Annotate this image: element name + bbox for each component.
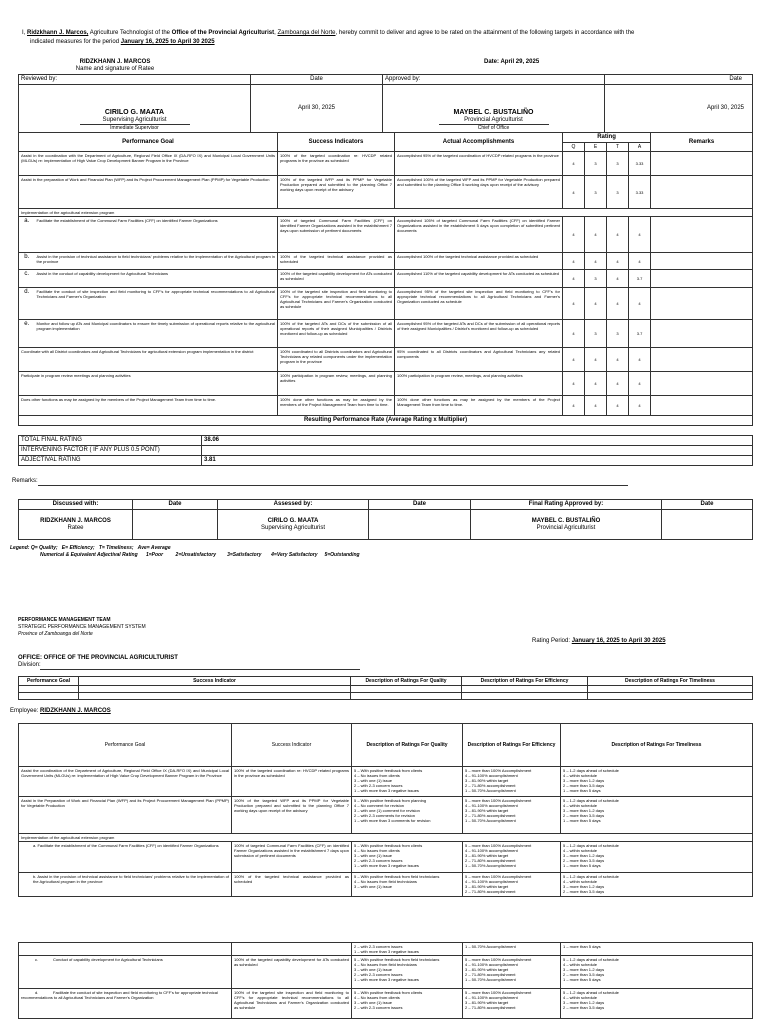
table-row xyxy=(19,320,753,348)
row-t: 4 xyxy=(607,372,629,396)
remarks-line xyxy=(38,485,628,486)
desc-label: d. xyxy=(35,990,39,995)
pmt-header-quality: Description of Ratings For Quality xyxy=(351,677,462,686)
header-goal: Performance Goal xyxy=(19,133,278,152)
reviewed-by-label: Reviewed by: xyxy=(19,75,251,85)
employee-name: RIDZKHANN J. MARCOS xyxy=(40,708,111,714)
row-remarks xyxy=(651,320,753,348)
row-e: 4 xyxy=(585,372,607,396)
row-indicator: 100% of the targeted site inspection and field monitoring to CFF's for appropriate technical recommendations to all Agricultural Technicians and Farmer's Organization conducted as schedule xyxy=(278,288,395,320)
final-sign xyxy=(471,510,662,540)
final-header: Final Rating Approved by: xyxy=(471,500,662,510)
row-indicator: 100% of the targeted technical assistance provided as scheduled xyxy=(278,253,395,270)
desc-efficiency: 5 – more than 100% Accomplishment 4 – 91-100% accomplishment 3 – 81-90% within target 2 – 71-80% accomplishment xyxy=(463,989,561,1019)
office-label: OFFICE: OFFICE OF THE PROVINCIAL AGRICULTURIST xyxy=(18,655,178,661)
ratee-date-value: April 29, 2025 xyxy=(500,59,540,65)
assessor-sign xyxy=(218,510,369,540)
row-label: d. xyxy=(19,288,35,320)
row-remarks xyxy=(651,270,753,288)
row-a: 3.33 xyxy=(629,176,651,209)
reviewer-block xyxy=(19,85,251,133)
pmt-header-efficiency: Description of Ratings For Efficiency xyxy=(462,677,588,686)
row-actual: 95% coordinated to all Districts coordinators and Agricultural Technicians any related components xyxy=(395,348,563,372)
header-a: A xyxy=(629,143,651,152)
row-actual: Accomplished 100% of the targeted technical assistance provided as scheduled xyxy=(395,253,563,270)
table-row xyxy=(19,270,753,288)
row-goal: Assist in the preparation of Work and Financial Plan (WFP) and its Project Procurement Management Plan (PPMP) for Vegetable Production xyxy=(19,176,278,209)
table-row xyxy=(19,217,753,253)
table-row xyxy=(19,989,753,1019)
rating-period-value: January 16, 2025 to April 30 2025 xyxy=(571,638,666,644)
desc-timeliness: 5 – 1-2 days ahead of schedule 4 – within schedule 3 – more than 1-2 days 2 – more than 3-5 days 1 – more than 5 days xyxy=(561,767,753,797)
desc-efficiency: 5 – more than 100% Accomplishment 4 – 91-100% accomplishment 3 – 81-90% within target 2 – 71-80% accomplishment 1 – 50-70% Accomplishment xyxy=(463,842,561,873)
row-indicator: 100% of the targeted coordination re: HVCDP related programs in the province as scheduled xyxy=(278,152,395,176)
remarks-label: Remarks: xyxy=(12,478,38,484)
table-row xyxy=(19,176,753,209)
desc-goal: a. Facilitate the establishment of the Communal Farm Facilities (CFF) on identified Farmer Organizations xyxy=(19,842,232,873)
intro-mid3: , hereby commit to deliver and agree to be rated on the attainment of the following targets in accordance with the xyxy=(335,30,635,36)
desc-indicator: 100% of the targeted coordination re: HVCDP related programs in the province as scheduled xyxy=(232,767,352,797)
intro-office: Office of the Provincial Agriculturist xyxy=(171,30,275,36)
desc-header-timeliness: Description of Ratings For Timeliness xyxy=(561,724,753,767)
final-date xyxy=(662,510,753,540)
desc-indicator: 100% of targeted Communal Farm Facilities (CFF) on identified Farmer Organizations assisted in the establishment 7 days upon submission of pertinent documents xyxy=(232,842,352,873)
row-q: 4 xyxy=(563,152,585,176)
description-table-continued xyxy=(18,942,753,1019)
desc-header-quality: Description of Ratings For Quality xyxy=(352,724,463,767)
table-row xyxy=(19,956,753,989)
desc-quality: 5 – With positive feedback from planning 4 – No comment for revision 3 – with one (1) comment for revision 2 – with 2-3 comments for revision 1 – with more than 3 comments for revision xyxy=(352,797,463,834)
row-actual: 100% participation in program review, meetings, and planning activities xyxy=(395,372,563,396)
pmt-system: STRATEGIC PERFORMANCE MANAGEMENT SYSTEM xyxy=(18,624,146,630)
desc-timeliness: 5 – 1-2 days ahead of schedule 4 – within schedule 3 – more than 1-2 days 2 – more than 3-5 days 1 – more than 5 days xyxy=(561,842,753,873)
desc-goal xyxy=(19,989,232,1019)
intro-pre: I, xyxy=(22,30,26,36)
row-actual: Accomplished 95% of the targeted coordination of HVCDP related programs in the province xyxy=(395,152,563,176)
desc-quality: 5 – With positive feedback from clients 4 – No issues from clients 3 – with one (1) issue 2 – with 2-3 concern issues xyxy=(352,989,463,1019)
approved-by-label: Approved by: xyxy=(383,75,605,85)
intro-name: Ridzkhann J. Marcos, xyxy=(27,30,89,36)
row-a: 4 xyxy=(629,372,651,396)
reviewer-role: Immediate Supervisor xyxy=(80,124,190,131)
desc-indicator: 100% of the targeted capability development for ATs conducted as scheduled xyxy=(232,956,352,989)
pmt-header-timeliness: Description of Ratings For Timeliness xyxy=(588,677,753,686)
intro-mid1: Agriculture Technologist of the xyxy=(89,30,170,36)
employee-label: Employee: xyxy=(10,708,39,714)
desc-quality: 5 – With positive feedback from field technicians 4 – No issues from field technicians 3 – with one (1) issue xyxy=(352,873,463,897)
row-goal: Assist in the provision of technical assistance to field technicians' problems relative to the implementation of the Agricultural program in the province xyxy=(35,253,278,270)
row-q: 4 xyxy=(563,270,585,288)
desc-efficiency: 5 – more than 100% Accomplishment 4 – 91-100% accomplishment 3 – 81-90% within target 2 – 71-80% accomplishment 1 – 50-70% Accomplishment xyxy=(463,767,561,797)
ratee-sign xyxy=(19,510,133,540)
row-remarks xyxy=(651,253,753,270)
period-value: January 16, 2025 to April 30 2025 xyxy=(120,39,215,45)
header-e: E xyxy=(585,143,607,152)
desc-efficiency: 5 – more than 100% Accomplishment 4 – 91-100% accomplishment 3 – 81-90% within target 2 – 71-80% accomplishment 1 – 50-70% Accomplishment xyxy=(463,797,561,834)
reviewer-date: April 30, 2025 xyxy=(251,85,383,133)
intro-place: Zamboanga del Norte xyxy=(277,30,336,36)
row-label: a. xyxy=(19,217,35,253)
desc-goal xyxy=(19,956,232,989)
row-t: 4 xyxy=(607,217,629,253)
desc-header-indicator: Success Indicator xyxy=(232,724,352,767)
period-line xyxy=(30,39,215,46)
commitment-statement xyxy=(22,30,750,37)
desc-indicator: 100% of the targeted site inspection and field monitoring to CFF's for appropriate technical recommendations to all Agricultural Technicians and Farmer's Organization conducted as schedule xyxy=(232,989,352,1019)
ratee-date xyxy=(484,59,539,66)
row-q: 4 xyxy=(563,320,585,348)
row-e: 4 xyxy=(585,348,607,372)
sign-assessor-name: CIRILO G. MAATA xyxy=(267,517,319,524)
row-indicator: 100% of the targeted capability development for ATs conducted as scheduled xyxy=(278,270,395,288)
intervening-label: INTERVENING FACTOR ( IF ANY PLUS 0.5 PONT) xyxy=(19,446,202,456)
desc-header-goal: Performance Goal xyxy=(19,724,232,767)
table-row xyxy=(19,396,753,416)
row-e: 4 xyxy=(585,217,607,253)
pmt-header-goal: Performance Goal xyxy=(19,677,79,686)
row-actual: 100% done other functions as may be assigned by the members of the Project Management Team from time to time. xyxy=(395,396,563,416)
discussed-header: Discussed with: xyxy=(19,500,133,510)
row-indicator: 100% coordinated to all Districts coordinators and Agricultural Technicians any related components under the implementation program in the province xyxy=(278,348,395,372)
row-e: 3 xyxy=(585,270,607,288)
table-row xyxy=(19,348,753,372)
row-remarks xyxy=(651,217,753,253)
table-row xyxy=(19,873,753,897)
row-t: 4 xyxy=(607,396,629,416)
approver-role: Chief of Office xyxy=(439,124,549,131)
intervening-value xyxy=(202,446,753,456)
row-label: e. xyxy=(19,320,35,348)
adjectival-value: 3.81 xyxy=(202,456,753,466)
row-t: 3 xyxy=(607,176,629,209)
pmt-header-indicator: Success Indicator xyxy=(79,677,351,686)
row-indicator: 100% done other functions as may be assigned by the members of the Project Management Team from time to time. xyxy=(278,396,395,416)
sign-final-role: Provincial Agriculturist xyxy=(536,524,596,531)
row-goal: Monitor and follow up ATs and Municipal coordinators to ensure the timely submission of operational reports relative to the agricultural program implementation xyxy=(35,320,278,348)
header-actual: Actual Accomplishments xyxy=(395,133,563,152)
description-table xyxy=(18,723,753,897)
row-e: 4 xyxy=(585,288,607,320)
pmt-province: Province of Zamboanga del Norte xyxy=(18,631,93,637)
row-q: 4 xyxy=(563,288,585,320)
pmt-header-table xyxy=(18,676,753,700)
row-a: 4 xyxy=(629,348,651,372)
intro-mid2: , xyxy=(274,30,276,36)
desc-indicator: 100% of the targeted WFP and its PPMP for Vegetable Production prepared and submitted to the planning Office 7 working days upon receipt of the advisory xyxy=(232,797,352,834)
row-goal: Assist in the coordination with the Department of Agriculture, Regional Field Office IX (DA-RFO IX) and Municipal Local Government Units (MLGUs) re: implementation of High Value Crop Development Banner Program in the Province xyxy=(19,152,278,176)
row-e: 4 xyxy=(585,396,607,416)
row-indicator: 100% of the targeted WFP and its PPMP for Vegetable Production prepared and submitted to the planning Office 7 working days upon receipt of the advisory xyxy=(278,176,395,209)
header-q: Q xyxy=(563,143,585,152)
employee-line xyxy=(10,708,111,715)
division-label: Division: xyxy=(18,662,41,668)
sign-assessor-role: Supervising Agriculturist xyxy=(260,524,326,531)
legend-line1: Legend: Q= Quality; E= Efficiency; T= Timeliness; Ave= Average xyxy=(10,545,171,551)
row-a: 4 xyxy=(629,217,651,253)
desc-section-label: Implementation of the agricultural extension program xyxy=(19,834,753,842)
row-indicator: 100% of targeted Communal Farm Facilities (CFF) on identified Farmer Organizations assisted in the establishment 7 days upon submission of pertinent documents xyxy=(278,217,395,253)
total-value: 38.06 xyxy=(202,436,753,446)
ratee-date-label: Date: xyxy=(484,59,500,65)
row-a: 4 xyxy=(629,253,651,270)
desc-quality: 5 – With positive feedback from clients 4 – No issues from clients 3 – with one (1) issue 2 – with 2-3 concern issues 1 – with more than 3 negative issues xyxy=(352,767,463,797)
row-t: 3 xyxy=(607,320,629,348)
approver-name: MAYBEL C. BUSTALIÑO xyxy=(453,109,534,116)
row-a: 4 xyxy=(629,396,651,416)
desc-quality: 5 – With positive feedback from clients 4 – No issues from clients 3 – with one (1) issue 2 – with 2-3 concern issues 1 – with more than 3 negative issues xyxy=(352,842,463,873)
row-q: 4 xyxy=(563,253,585,270)
reviewer-name: CIRILO G. MAATA xyxy=(104,109,165,116)
table-row xyxy=(19,288,753,320)
row-t: 3 xyxy=(607,152,629,176)
period-prefix: indicated measures for the period xyxy=(30,39,120,45)
desc-timeliness: 5 – 1-2 days ahead of schedule 4 – within schedule 3 – more than 1-2 days 2 – more than 3-5 days xyxy=(561,989,753,1019)
section-row xyxy=(19,209,753,217)
row-t: 4 xyxy=(607,348,629,372)
row-goal: Facilitate the establishment of the Communal Farm Facilities (CFF) on identified Farmer Organizations xyxy=(35,217,278,253)
desc-timeliness: 5 – 1-2 days ahead of schedule 4 – within schedule 3 – more than 1-2 days 2 – more than 3-5 days xyxy=(561,873,753,897)
row-remarks xyxy=(651,396,753,416)
sign-ratee-name: RIDZKHANN J. MARCOS xyxy=(40,517,111,524)
desc-goal: b. Assist in the provision of technical assistance to field technicians' problems relative to the implementation of the Agricultural program in the province xyxy=(19,873,232,897)
signature-table xyxy=(18,499,753,540)
desc-efficiency: 5 – more than 100% Accomplishment 4 – 91-100% accomplishment 3 – 81-90% within target 2 – 71-80% accomplishment 1 – 50-70% Accomplishment xyxy=(463,956,561,989)
row-label: b. xyxy=(19,253,35,270)
discussed-date xyxy=(133,510,218,540)
row-goal: Participate in program review meetings and planning activities xyxy=(19,372,278,396)
reviewer-title: Supervising Agriculturist xyxy=(102,117,167,123)
row-a: 4 xyxy=(629,288,651,320)
row-q: 4 xyxy=(563,372,585,396)
assessed-date-header: Date xyxy=(369,500,471,510)
desc-efficiency: 5 – more than 100% Accomplishment 4 – 91-100% accomplishment 3 – 81-90% within target 2 – 71-80% accomplishment xyxy=(463,873,561,897)
header-t: T xyxy=(607,143,629,152)
table-row xyxy=(19,253,753,270)
desc-goal: Assist the coordination of the Department of Agriculture, Regional Field Office IX (DA-RFO IX) and Municipal Local Government Units (MLGUs) re: implementation of High Value Crop Development Banner Program in the Province xyxy=(19,767,232,797)
pmt-team: PERFORMANCE MANAGEMENT TEAM xyxy=(18,617,111,623)
row-actual: Accomplished 105% of targeted Communal Farm Facilities (CFF) on identified Farmer Organizations assisted in the establishment 5 days upon completion of submitted pertinent documents xyxy=(395,217,563,253)
header-rating: Rating xyxy=(563,133,651,143)
row-q: 4 xyxy=(563,176,585,209)
row-a: 3.7 xyxy=(629,270,651,288)
table-row xyxy=(19,943,753,956)
review-table xyxy=(18,74,753,133)
approve-date-header: Date xyxy=(605,75,753,85)
row-indicator: 100% of the targeted ATs and DCs of the submission of all operational reports of their assigned Municipalities / Districts monitored and follow-up as scheduled xyxy=(278,320,395,348)
row-e: 4 xyxy=(585,253,607,270)
row-e: 3 xyxy=(585,152,607,176)
sign-final-name: MAYBEL C. BUSTALIÑO xyxy=(531,517,601,524)
row-indicator: 100% participation in program review, meetings, and planning activities xyxy=(278,372,395,396)
table-row xyxy=(19,767,753,797)
row-a: 3.33 xyxy=(629,152,651,176)
row-remarks xyxy=(651,372,753,396)
totals-table xyxy=(18,435,753,466)
rating-period-label: Rating Period: xyxy=(532,638,571,644)
desc-goal-text: Facilitate the conduct of site inspection and field monitoring to CFF's for appropriate technical recommendations to all Agricultural Technicians and Farmer's Organization xyxy=(21,990,218,1000)
row-actual: Accomplished 95% of the targeted site inspection and field monitoring to CFF's for appropriate technical recommendations to all Agricultural Technicians and Farmer's Organization conducted as schedule xyxy=(395,288,563,320)
desc-quality: 5 – With positive feedback from field technicians 4 – No issues from field technicians 3 – with one (1) issue 2 – with 2-3 concern issues 1 – with more than 3 negative issues xyxy=(352,956,463,989)
row-goal: Coordinate with all District coordinators and Agricultural Technicians for agricultural extension program implementation in the district xyxy=(19,348,278,372)
desc-goal: Assist in the Preparation of Work and Financial Plan (WFP) and its Project Procurement Management Plan (PPMP) for Vegetable Production xyxy=(19,797,232,834)
approver-title: Provincial Agriculturist xyxy=(464,117,523,123)
desc-goal-text: Conduct of capability development for Agricultural Technicians xyxy=(53,957,163,962)
row-remarks xyxy=(651,176,753,209)
approver-block xyxy=(383,85,605,133)
row-actual: Accomplished 95% of the targeted ATs and DCs of the submission of all operational reports of their assigned Municipalities / District's monitored and follow-up as scheduled xyxy=(395,320,563,348)
desc-efficiency: 1 – 50-70% Accomplishment xyxy=(463,943,561,956)
header-remarks: Remarks xyxy=(651,133,753,152)
final-date-header: Date xyxy=(662,500,753,510)
row-q: 4 xyxy=(563,217,585,253)
desc-header-efficiency: Description of Ratings For Efficiency xyxy=(463,724,561,767)
row-t: 4 xyxy=(607,288,629,320)
desc-quality: 2 – with 2-3 concern issues 1 – with more than 3 negative issues xyxy=(352,943,463,956)
row-label: c. xyxy=(19,270,35,288)
adjectival-label: ADJECTIVAL RATING xyxy=(19,456,202,466)
row-actual: Accomplished 100% of the targeted WFP and its PPMP for Vegetable Production prepared and submitted to the planning Office 5 working days upon receipt of the advisory xyxy=(395,176,563,209)
row-q: 4 xyxy=(563,396,585,416)
total-label: TOTAL FINAL RATING xyxy=(19,436,202,446)
row-t: 4 xyxy=(607,253,629,270)
desc-timeliness: 1 – more than 5 days xyxy=(561,943,753,956)
row-e: 3 xyxy=(585,320,607,348)
approver-date: April 30, 2025 xyxy=(605,85,753,133)
table-row xyxy=(19,842,753,873)
legend-line2: Numerical & Equivalent Adjectival Rating 1=Poor 2=Unsatisfactory 3=Satisfactory 4=Very Satisfactory 5=Outstanding xyxy=(40,552,360,558)
table-row xyxy=(19,372,753,396)
row-t: 4 xyxy=(607,270,629,288)
row-goal: Facilitate the conduct of site inspection and field monitoring to CFF's for appropriate technical recommendations to all Agricultural Technicians and Farmer's Organization xyxy=(35,288,278,320)
row-remarks xyxy=(651,288,753,320)
row-q: 4 xyxy=(563,348,585,372)
ratee-name: RIDZKHANN J. MARCOS xyxy=(79,59,151,65)
row-remarks xyxy=(651,152,753,176)
ratee-caption: Name and signature of Ratee xyxy=(75,66,155,72)
desc-timeliness: 5 – 1-2 days ahead of schedule 4 – within schedule 3 – more than 1-2 days 2 – more than 3-5 days 1 – more than 5 days xyxy=(561,956,753,989)
row-goal: Assist in the conduct of capability development for Agricultural Technicians xyxy=(35,270,278,288)
review-date-header: Date xyxy=(251,75,383,85)
sign-ratee-role: Ratee xyxy=(67,524,84,531)
section-label: Implementation of the agricultural extension program xyxy=(19,209,753,217)
header-indicator: Success Indicators xyxy=(278,133,395,152)
row-e: 3 xyxy=(585,176,607,209)
desc-timeliness: 5 – 1-2 days ahead of schedule 4 – within schedule 3 – more than 1-2 days 2 – more than 3-5 days 1 – more than 5 days xyxy=(561,797,753,834)
row-goal: Does other functions as may be assigned by the members of the Project Management Team from time to time. xyxy=(19,396,278,416)
assessed-date xyxy=(369,510,471,540)
row-a: 3.7 xyxy=(629,320,651,348)
desc-indicator: 100% of the targeted technical assistance provided as scheduled xyxy=(232,873,352,897)
division-line xyxy=(40,669,360,670)
ipcr-table xyxy=(18,132,753,426)
table-row xyxy=(19,152,753,176)
table-row xyxy=(19,797,753,834)
desc-label: c. xyxy=(35,957,39,962)
rating-period xyxy=(532,638,666,645)
discussed-date-header: Date xyxy=(133,500,218,510)
resulting-rate-label: Resulting Performance Rate (Average Rating x Multiplier) xyxy=(19,416,753,426)
row-remarks xyxy=(651,348,753,372)
assessed-header: Assessed by: xyxy=(218,500,369,510)
row-actual: Accomplished 110% of the targeted capability development for ATs conducted as scheduled xyxy=(395,270,563,288)
